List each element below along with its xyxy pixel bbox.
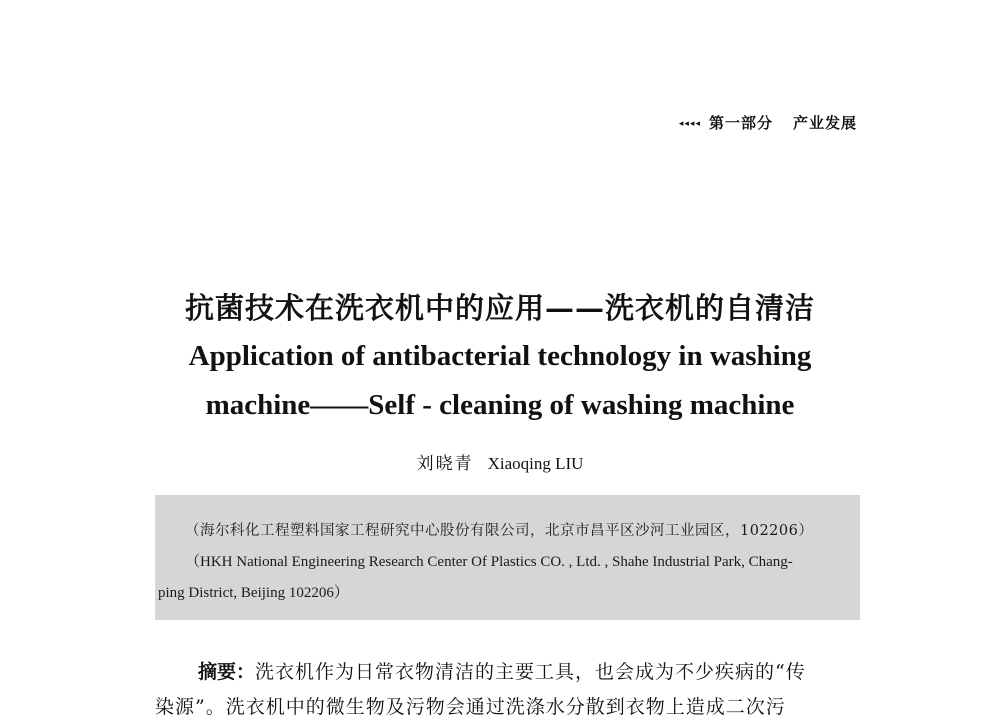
header-part: 第一部分: [708, 114, 773, 132]
abstract-line-1: [198, 657, 1000, 684]
abstract-text-1: 洗衣机作为日常衣物清洁的主要工具，也会成为不少疾病的“传: [255, 661, 806, 683]
author-name-chinese: 刘晓青: [416, 454, 474, 474]
title-english-line-1: Application of antibacterial technology in washing: [188, 340, 812, 372]
title-english-line-2: machine——Self - cleaning of washing machine: [205, 389, 795, 421]
abstract-label: 摘要：: [198, 661, 256, 683]
affiliation-box: [155, 495, 860, 620]
abstract-line-2: 染源”。洗衣机中的微生物及污物会通过洗涤水分散到衣物上造成二次污: [155, 696, 786, 716]
affiliation-english-line-2: ping District, Beijing 102206）: [158, 585, 349, 601]
author-name-english: Xiaoqing LIU: [487, 454, 584, 473]
affiliation-chinese: （海尔科化工程塑料国家工程研究中心股份有限公司，北京市昌平区沙河工业园区，102206）: [185, 523, 814, 539]
header-section: 产业发展: [792, 114, 857, 132]
title-chinese: 抗菌技术在洗衣机中的应用——洗衣机的自清洁: [184, 291, 815, 325]
author-line: [0, 449, 1000, 474]
header-arrow-marks: ◂◂◂◂: [678, 119, 701, 129]
running-header: [679, 112, 857, 133]
affiliation-english-line-1: （HKH National Engineering Research Center Of Plastics CO. , Ltd. , Shahe Industrial Park, Chang-: [185, 554, 793, 570]
